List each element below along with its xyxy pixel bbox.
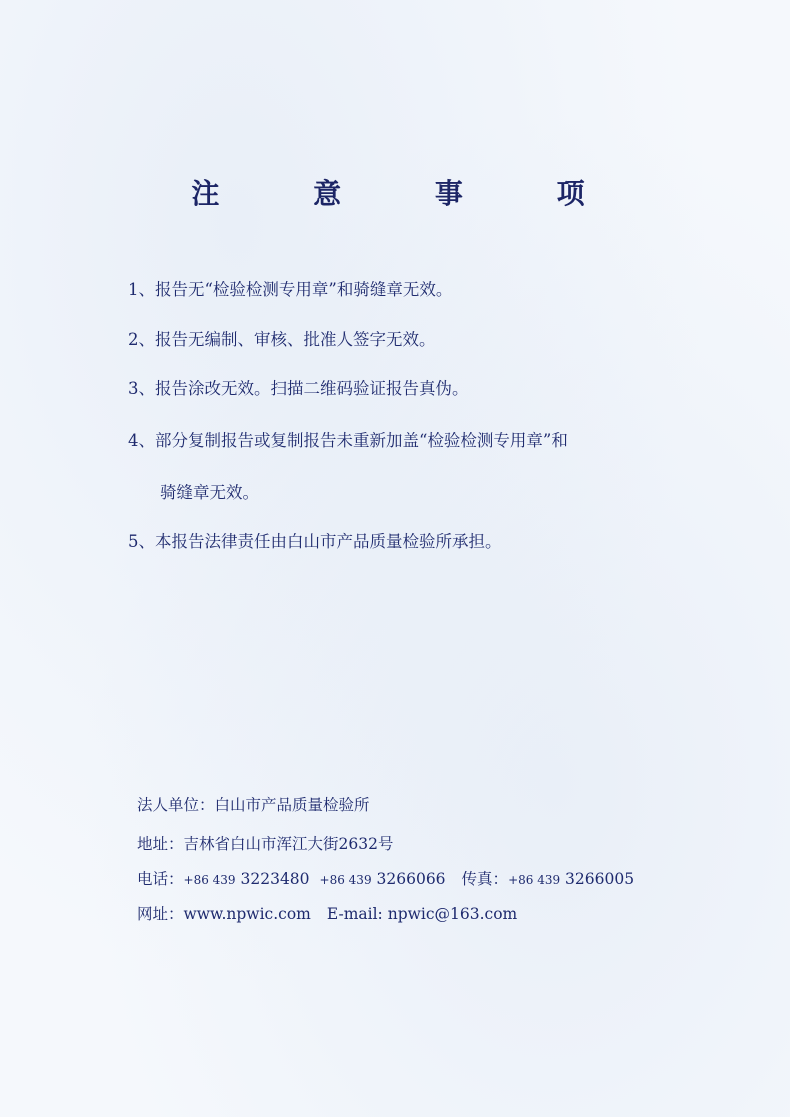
fax-label: 传真： (461, 870, 509, 888)
note-item-5 (128, 528, 502, 552)
phone-label: 电话： (137, 870, 184, 888)
note-text: 报告涂改无效。扫描二维码验证报告真伪。 (155, 379, 469, 398)
fax-prefix: +86 439 (508, 873, 561, 887)
note-text: 报告无编制、审核、批准人签字无效。 (155, 330, 436, 349)
note-number: 5、 (128, 532, 155, 551)
address-line (137, 832, 393, 854)
legal-unit-label: 法人单位： (137, 796, 215, 814)
note-item-3 (128, 375, 469, 399)
phone2-prefix: +86 439 (319, 873, 372, 887)
phone2-number: 3266066 (376, 870, 446, 888)
phone1-prefix: +86 439 (183, 873, 236, 887)
email-label: E-mail: (326, 905, 383, 923)
note-item-4-continued (160, 479, 259, 503)
note-item-1 (128, 276, 452, 300)
note-number: 2、 (128, 330, 155, 349)
web-label: 网址： (137, 905, 184, 923)
note-item-4 (128, 427, 568, 451)
phone1-number: 3223480 (240, 870, 310, 888)
fax-number: 3266005 (565, 870, 635, 888)
email-value: npwic@163.com (387, 905, 518, 923)
phone-line (137, 867, 634, 889)
web-line (137, 902, 517, 924)
address-label: 地址： (137, 835, 184, 853)
page-title: 注 意 事 项 (191, 177, 627, 210)
address-value: 吉林省白山市浑江大街2632号 (183, 835, 394, 853)
note-number: 3、 (128, 379, 155, 398)
note-text: 部分复制报告或复制报告未重新加盖“检验检测专用章”和 (155, 431, 568, 450)
legal-unit-line (137, 793, 370, 815)
note-text: 骑缝章无效。 (160, 483, 259, 502)
note-number: 4、 (128, 431, 155, 450)
note-number: 1、 (128, 280, 155, 299)
web-value: www.npwic.com (183, 905, 311, 923)
note-text: 本报告法律责任由白山市产品质量检验所承担。 (155, 532, 502, 551)
note-text: 报告无“检验检测专用章”和骑缝章无效。 (155, 280, 453, 299)
note-item-2 (128, 326, 436, 350)
legal-unit-value: 白山市产品质量检验所 (214, 796, 370, 814)
